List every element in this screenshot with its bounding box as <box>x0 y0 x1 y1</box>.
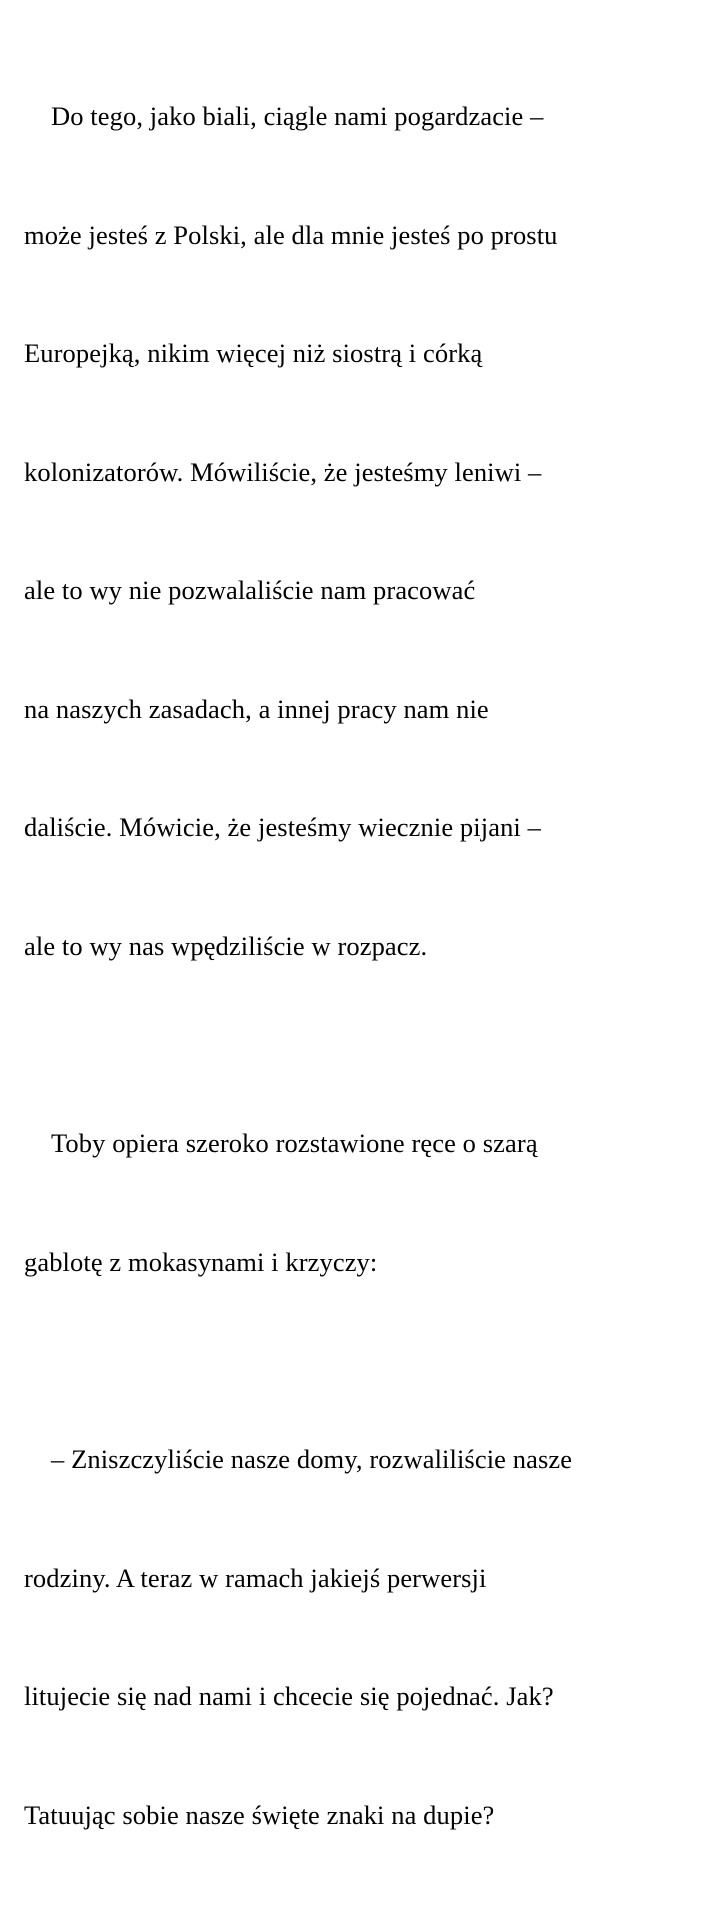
text-line <box>24 97 697 137</box>
text-line: kolonizatorów. Mówiliście, że jesteśmy leniwi – <box>24 456 542 487</box>
text-line <box>24 1440 697 1480</box>
paragraph-2 <box>24 1045 697 1361</box>
paragraph-1 <box>24 18 697 1045</box>
line-text: – Zniszczyliście nasze domy, rozwaliliście nasze <box>51 1444 573 1474</box>
line-text: Toby opiera szeroko rozstawione ręce o szarą <box>51 1128 538 1158</box>
text-line: może jesteś z Polski, ale dla mnie jesteś po prostu <box>24 219 558 250</box>
text-line <box>24 1124 697 1164</box>
text-line: Europejką, nikim więcej niż siostrą i córką <box>24 338 483 368</box>
text-line: ale to wy nie pozwalaliście nam pracować <box>24 575 476 605</box>
text-line: daliście. Mówicie, że jesteśmy wiecznie pijani – <box>24 812 541 842</box>
line-text: Do tego, jako biali, ciągle nami pogardzacie – <box>51 101 544 131</box>
paragraph-3 <box>24 1361 697 1914</box>
text-line: gablotę z mokasynami i krzyczy: <box>24 1246 378 1277</box>
text-line: litujecie się nad nami i chcecie się pojednać. Jak? <box>24 1681 554 1711</box>
text-line: rodziny. A teraz w ramach jakiejś perwersji <box>24 1562 487 1593</box>
text-line: na naszych zasadach, a innej pracy nam nie <box>24 693 489 724</box>
text-line: ale to wy nas wpędziliście w rozpacz. <box>24 930 428 961</box>
text-line: Tatuując sobie nasze święte znaki na dupie? <box>24 1799 495 1830</box>
